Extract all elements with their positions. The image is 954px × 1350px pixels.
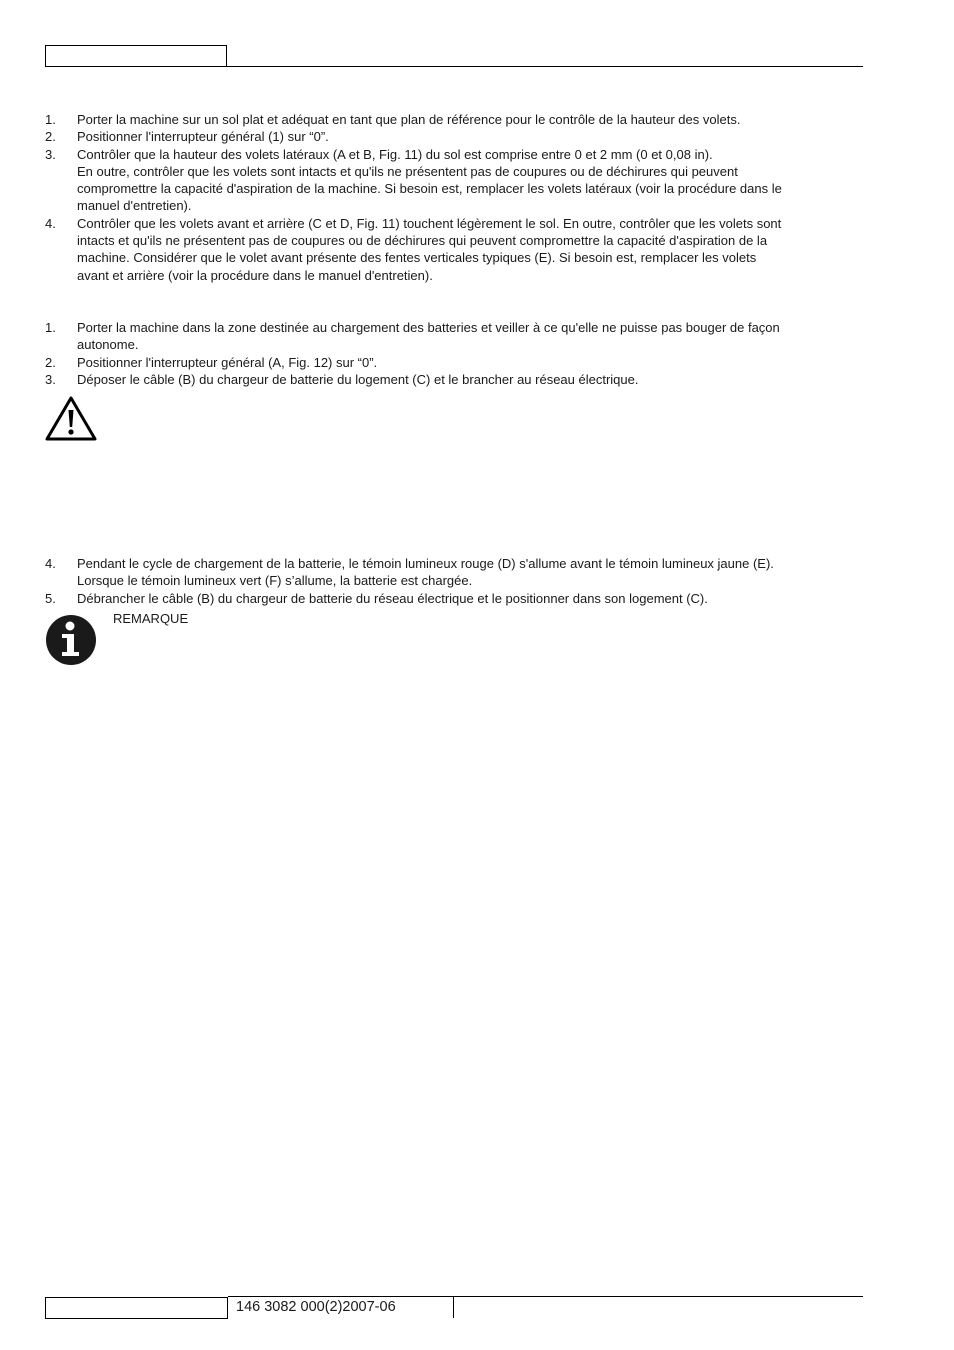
info-icon xyxy=(45,614,97,666)
footer-separator xyxy=(453,1296,454,1318)
list-item-text-line: Porter la machine sur un sol plat et adéquat en tant que plan de référence pour le contrôle de la hauteur des volets. xyxy=(77,112,741,127)
warning-triangle-icon xyxy=(44,395,98,442)
header-box xyxy=(45,45,227,67)
list-item xyxy=(45,555,865,590)
list-item-text-line: Porter la machine dans la zone destinée au chargement des batteries et veiller à ce qu'elle ne puisse pas bouger de façon xyxy=(77,320,780,335)
note-label: REMARQUE xyxy=(113,611,189,626)
battery-charge-steps-continued xyxy=(45,555,865,607)
flap-check-steps xyxy=(45,111,865,284)
list-item-number: 3. xyxy=(45,371,56,387)
list-item-text-line: Contrôler que la hauteur des volets latéraux (A et B, Fig. 11) du sol est comprise entre 0 et 2 mm (0 et 0,08 in). xyxy=(77,146,713,162)
list-item-text-line: avant et arrière (voir la procédure dans le manuel d'entretien). xyxy=(77,267,433,283)
list-item-text-line: En outre, contrôler que les volets sont intacts et qu'ils ne présentent pas de coupures ou de déchirures qui peuvent xyxy=(77,163,738,179)
list-item-text-line: intacts et qu'ils ne présentent pas de coupures ou de déchirures qui peuvent compromettre la capacité d'aspiration de la xyxy=(77,233,768,249)
list-item-text-line: Pendant le cycle de chargement de la batterie, le témoin lumineux rouge (D) s'allume avant le témoin lumineux jaune (E). xyxy=(77,556,774,571)
list-item-text-line: Contrôler que les volets avant et arrière (C et D, Fig. 11) touchent légèrement le sol. En outre, contrôler que les volets sont xyxy=(77,215,782,231)
list-item xyxy=(45,111,865,128)
list-item-number: 5. xyxy=(45,590,56,606)
list-item xyxy=(45,215,865,284)
list-item xyxy=(45,146,865,215)
list-item xyxy=(45,371,865,388)
footer-box xyxy=(45,1297,228,1319)
list-item-text-line: Lorsque le témoin lumineux vert (F) s’allume, la batterie est chargée. xyxy=(77,573,473,589)
list-item-number: 1. xyxy=(45,112,56,127)
list-item xyxy=(45,590,865,607)
footer-rule xyxy=(228,1296,863,1297)
list-item-text-line: manuel d'entretien). xyxy=(77,198,192,214)
battery-charge-steps xyxy=(45,319,865,388)
list-item-number: 1. xyxy=(45,320,56,335)
header-rule xyxy=(227,66,863,67)
list-item-number: 3. xyxy=(45,146,56,162)
list-item-number: 4. xyxy=(45,556,56,571)
list-item-text-line: Positionner l'interrupteur général (1) sur “0”. xyxy=(77,129,329,145)
list-item xyxy=(45,319,865,354)
list-item xyxy=(45,128,865,145)
list-item-text-line: machine. Considérer que le volet avant présente des fentes verticales typiques (E). Si besoin est, remplacer les volets xyxy=(77,250,757,266)
list-item-text-line: Déposer le câble (B) du chargeur de batterie du logement (C) et le brancher au réseau électrique. xyxy=(77,371,639,387)
list-item-number: 2. xyxy=(45,129,56,145)
list-item-text-line: autonome. xyxy=(77,337,139,353)
list-item xyxy=(45,354,865,371)
list-item-text-line: compromettre la capacité d'aspiration de la machine. Si besoin est, remplacer les volets latéraux (voir la procédure dans le xyxy=(77,181,782,197)
list-item-number: 2. xyxy=(45,354,56,370)
footer-doc-code: 146 3082 000(2)2007-06 xyxy=(236,1299,396,1315)
list-item-text-line: Débrancher le câble (B) du chargeur de batterie du réseau électrique et le positionner dans son logement (C). xyxy=(77,590,708,606)
list-item-text-line: Positionner l'interrupteur général (A, Fig. 12) sur “0”. xyxy=(77,354,378,370)
list-item-number: 4. xyxy=(45,215,56,231)
